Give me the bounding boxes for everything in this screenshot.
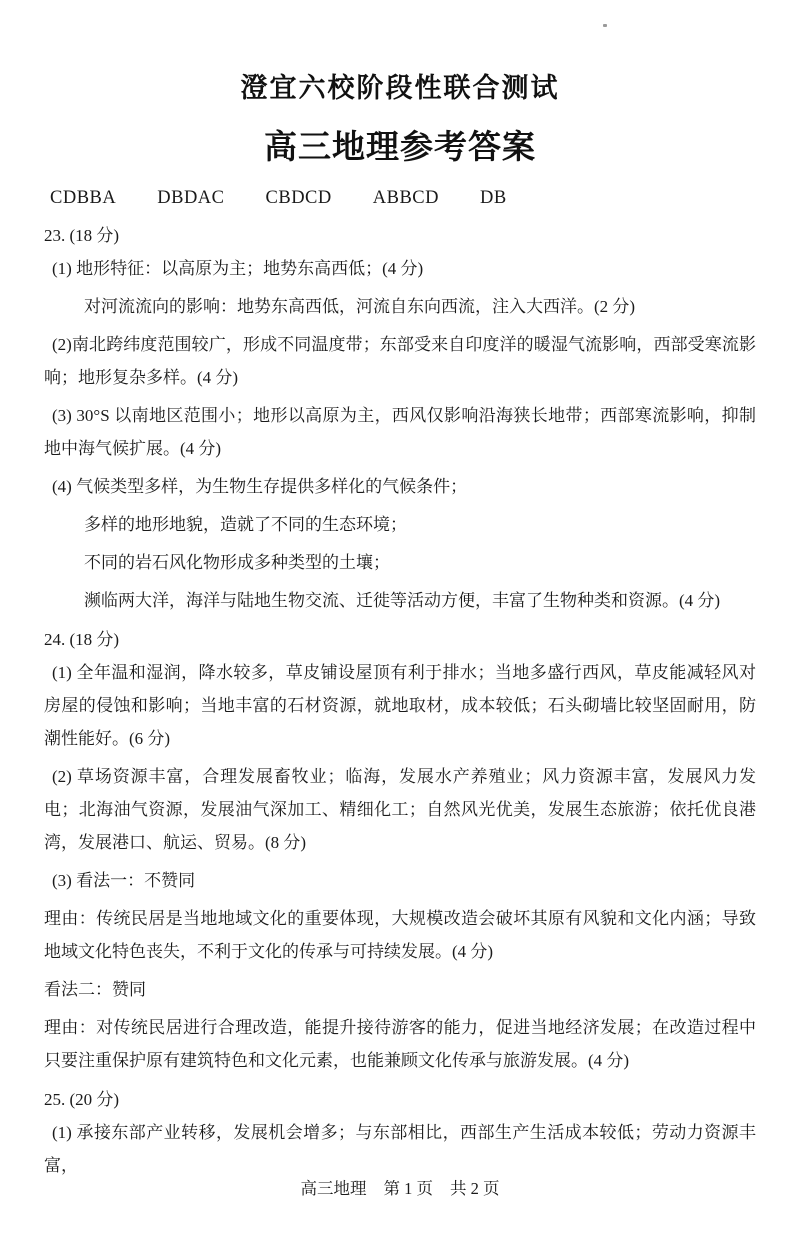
scan-artifact-dot	[603, 24, 607, 27]
answer-paragraph: 不同的岩石风化物形成多种类型的土壤；	[84, 553, 390, 572]
answer-body	[44, 219, 756, 1182]
question-heading: 24. (18 分)	[44, 630, 120, 649]
multiple-choice-answers	[44, 188, 756, 209]
answer-paragraph: (1) 全年温和湿润，降水较多，草皮铺设屋顶有利于排水；当地多盛行西风，草皮能减轻风对房屋的侵蚀和影响；当地丰富的石材资源，就地取材，成本较低；石头砌墙比较坚固耐用，防潮性能好。(6 分)	[44, 663, 756, 748]
answer-group: CBDCD	[265, 188, 332, 208]
answer-group: ABBCD	[372, 188, 440, 208]
question-heading: 25. (20 分)	[44, 1090, 120, 1109]
answer-group: DBDAC	[157, 188, 225, 208]
answer-paragraph: (3) 30°S 以南地区范围小；地形以高原为主，西风仅影响沿海狭长地带；西部寒流影响，抑制地中海气候扩展。(4 分)	[44, 406, 756, 458]
answer-paragraph: (1) 地形特征：以高原为主；地势东高西低；(4 分)	[52, 259, 424, 278]
answer-paragraph: (4) 气候类型多样，为生物生存提供多样化的气候条件；	[52, 477, 468, 496]
answer-paragraph: 看法二：赞同	[44, 980, 146, 999]
answer-paragraph: 多样的地形地貌，造就了不同的生态环境；	[84, 515, 407, 534]
answer-paragraph: 理由：对传统民居进行合理改造，能提升接待游客的能力，促进当地经济发展；在改造过程中只要注重保护原有建筑特色和文化元素，也能兼顾文化传承与旅游发展。(4 分)	[44, 1018, 756, 1070]
footer-page-number: 第 1 页	[383, 1179, 433, 1198]
answer-paragraph: (2) 草场资源丰富，合理发展畜牧业；临海，发展水产养殖业；风力资源丰富，发展风力发电；北海油气资源，发展油气深加工、精细化工；自然风光优美，发展生态旅游；依托优良港湾，发展港口、航运、贸易。(8 分)	[44, 767, 756, 852]
answer-paragraph: (2)南北跨纬度范围较广，形成不同温度带；东部受来自印度洋的暖湿气流影响，西部受寒流影响；地形复杂多样。(4 分)	[44, 335, 756, 387]
footer-subject: 高三地理	[300, 1179, 367, 1198]
answer-group: CDBBA	[50, 188, 117, 208]
page-footer	[0, 1175, 800, 1199]
answer-paragraph: (3) 看法一：不赞同	[52, 871, 196, 890]
answer-paragraph: 对河流流向的影响：地势东高西低，河流自东向西流，注入大西洋。(2 分)	[84, 297, 636, 316]
answer-paragraph: 理由：传统民居是当地地域文化的重要体现，大规模改造会破坏其原有风貌和文化内涵；导致地域文化特色丧失，不利于文化的传承与可持续发展。(4 分)	[44, 909, 756, 961]
answer-paragraph: 濒临两大洋，海洋与陆地生物交流、迁徙等活动方便，丰富了生物种类和资源。(4 分)	[84, 591, 721, 610]
question-heading: 23. (18 分)	[44, 226, 120, 245]
answer-group: DB	[480, 188, 507, 208]
footer-total-pages: 共 2 页	[450, 1179, 500, 1198]
exam-title: 澄宜六校阶段性联合测试	[240, 73, 560, 103]
answer-key-title: 高三地理参考答案	[264, 128, 536, 165]
answer-paragraph: (1) 承接东部产业转移，发展机会增多；与东部相比，西部生产生活成本较低；劳动力资源丰富，	[44, 1123, 756, 1175]
